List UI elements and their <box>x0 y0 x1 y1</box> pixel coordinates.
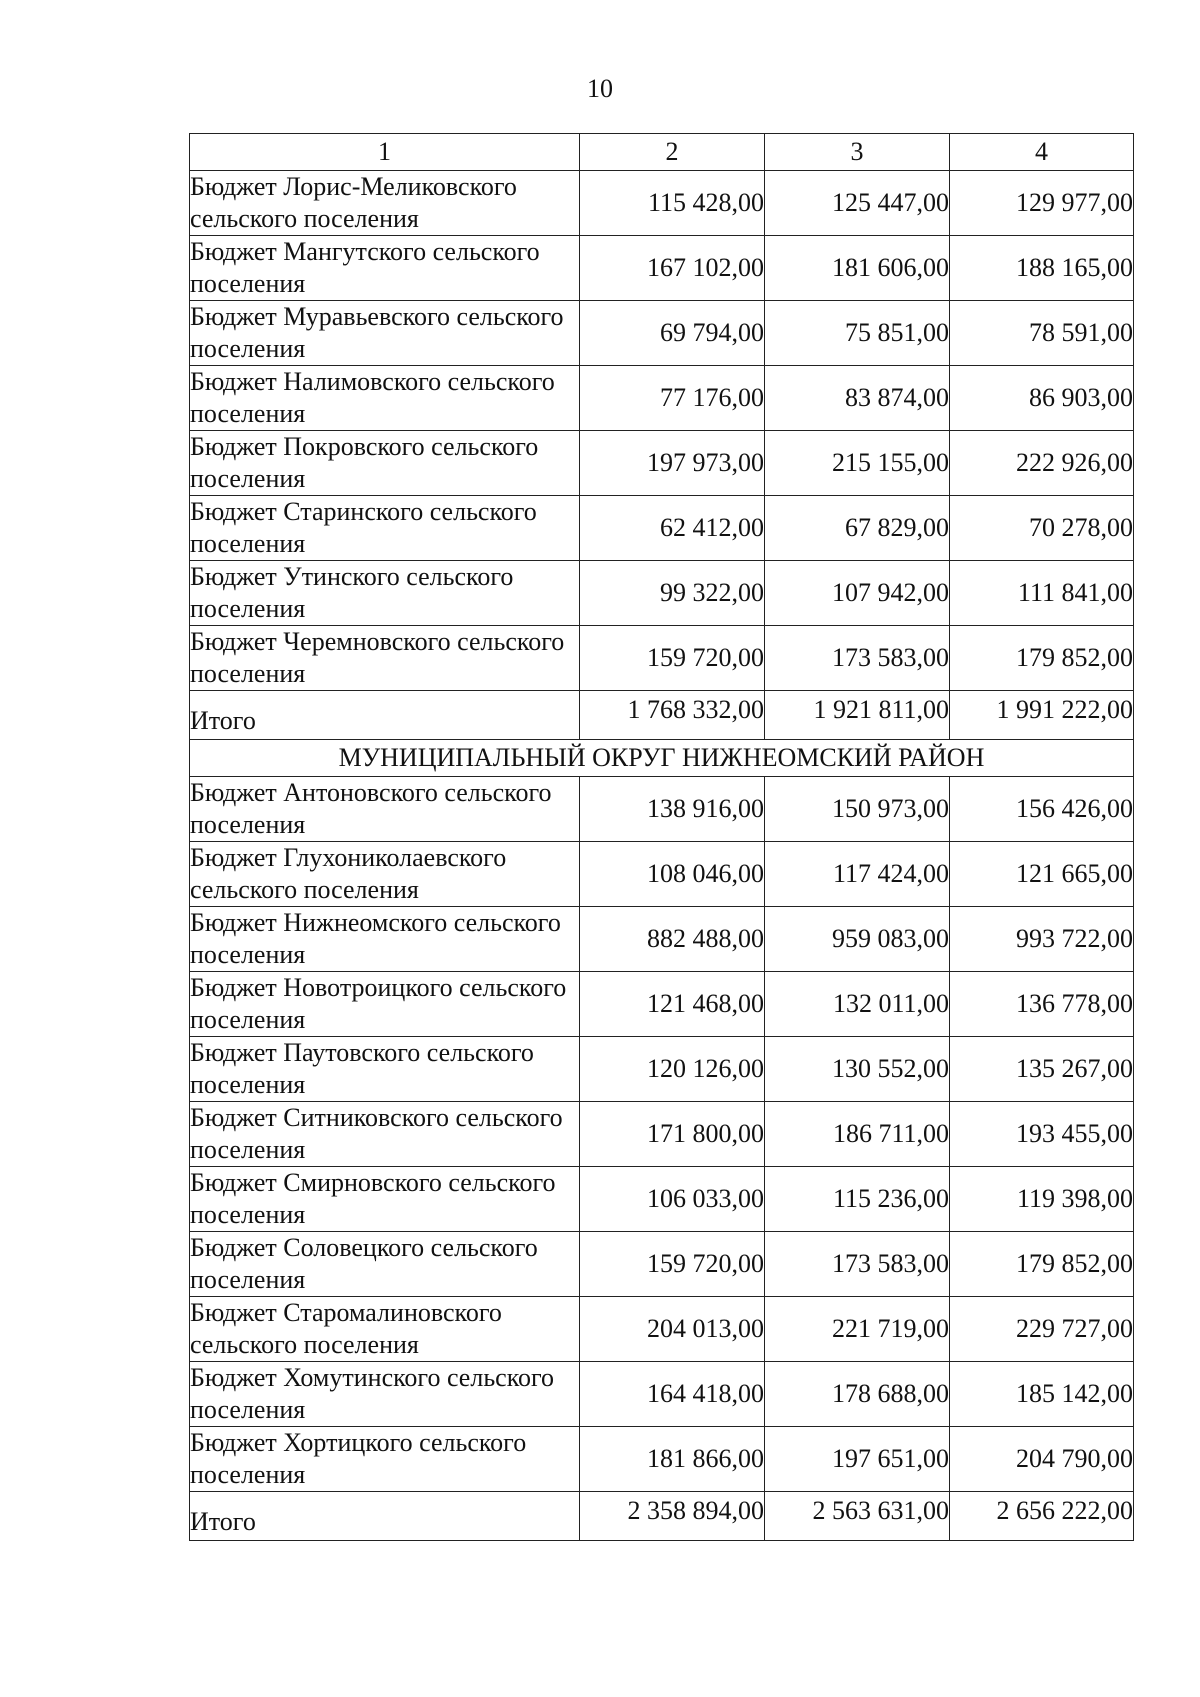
value-cell: 119 398,00 <box>950 1167 1134 1232</box>
value-cell: 204 013,00 <box>580 1297 765 1362</box>
table-row <box>190 972 1134 1037</box>
settlement-name: Бюджет Нижнеомского сельского поселения <box>190 907 580 972</box>
settlement-name: Бюджет Паутовского сельского поселения <box>190 1037 580 1102</box>
total-value: 2 358 894,00 <box>580 1492 765 1541</box>
table-header-row <box>190 134 1134 171</box>
value-cell: 99 322,00 <box>580 561 765 626</box>
value-cell: 164 418,00 <box>580 1362 765 1427</box>
settlement-name: Бюджет Ситниковского сельского поселения <box>190 1102 580 1167</box>
value-cell: 167 102,00 <box>580 236 765 301</box>
value-cell: 132 011,00 <box>765 972 950 1037</box>
settlement-name: Бюджет Старинского сельского поселения <box>190 496 580 561</box>
settlement-name: Бюджет Хортицкого сельского поселения <box>190 1427 580 1492</box>
value-cell: 117 424,00 <box>765 842 950 907</box>
value-cell: 69 794,00 <box>580 301 765 366</box>
value-cell: 121 468,00 <box>580 972 765 1037</box>
value-cell: 135 267,00 <box>950 1037 1134 1102</box>
value-cell: 193 455,00 <box>950 1102 1134 1167</box>
value-cell: 75 851,00 <box>765 301 950 366</box>
value-cell: 125 447,00 <box>765 171 950 236</box>
total-value: 2 563 631,00 <box>765 1492 950 1541</box>
settlement-name: Бюджет Глухониколаевского сельского поселения <box>190 842 580 907</box>
table-row <box>190 171 1134 236</box>
column-header: 2 <box>580 134 765 171</box>
value-cell: 120 126,00 <box>580 1037 765 1102</box>
settlement-name: Бюджет Утинского сельского поселения <box>190 561 580 626</box>
value-cell: 179 852,00 <box>950 1232 1134 1297</box>
value-cell: 215 155,00 <box>765 431 950 496</box>
value-cell: 178 688,00 <box>765 1362 950 1427</box>
value-cell: 173 583,00 <box>765 1232 950 1297</box>
value-cell: 136 778,00 <box>950 972 1134 1037</box>
value-cell: 159 720,00 <box>580 626 765 691</box>
total-row <box>190 1492 1134 1541</box>
column-header: 3 <box>765 134 950 171</box>
value-cell: 882 488,00 <box>580 907 765 972</box>
table-row <box>190 431 1134 496</box>
value-cell: 129 977,00 <box>950 171 1134 236</box>
section-row <box>190 740 1134 777</box>
table-row <box>190 236 1134 301</box>
section-title: МУНИЦИПАЛЬНЫЙ ОКРУГ НИЖНЕОМСКИЙ РАЙОН <box>190 740 1134 777</box>
value-cell: 993 722,00 <box>950 907 1134 972</box>
table-row <box>190 561 1134 626</box>
settlement-name: Бюджет Лорис-Меликовского сельского поселения <box>190 171 580 236</box>
value-cell: 107 942,00 <box>765 561 950 626</box>
table-row <box>190 626 1134 691</box>
table-row <box>190 1297 1134 1362</box>
table-row <box>190 1037 1134 1102</box>
settlement-name: Бюджет Хомутинского сельского поселения <box>190 1362 580 1427</box>
table-row <box>190 907 1134 972</box>
value-cell: 86 903,00 <box>950 366 1134 431</box>
column-header: 4 <box>950 134 1134 171</box>
settlement-name: Бюджет Новотроицкого сельского поселения <box>190 972 580 1037</box>
total-value: 1 768 332,00 <box>580 691 765 740</box>
value-cell: 77 176,00 <box>580 366 765 431</box>
value-cell: 204 790,00 <box>950 1427 1134 1492</box>
value-cell: 67 829,00 <box>765 496 950 561</box>
total-value: 1 921 811,00 <box>765 691 950 740</box>
value-cell: 197 651,00 <box>765 1427 950 1492</box>
total-label: Итого <box>190 1492 580 1541</box>
table-row <box>190 301 1134 366</box>
value-cell: 185 142,00 <box>950 1362 1134 1427</box>
value-cell: 130 552,00 <box>765 1037 950 1102</box>
settlement-name: Бюджет Старомалиновского сельского поселения <box>190 1297 580 1362</box>
value-cell: 111 841,00 <box>950 561 1134 626</box>
table-row <box>190 842 1134 907</box>
value-cell: 229 727,00 <box>950 1297 1134 1362</box>
value-cell: 181 866,00 <box>580 1427 765 1492</box>
value-cell: 171 800,00 <box>580 1102 765 1167</box>
page-number: 10 <box>587 74 613 103</box>
total-row <box>190 691 1134 740</box>
table-row <box>190 366 1134 431</box>
value-cell: 222 926,00 <box>950 431 1134 496</box>
settlement-name: Бюджет Антоновского сельского поселения <box>190 777 580 842</box>
table-row <box>190 1167 1134 1232</box>
value-cell: 70 278,00 <box>950 496 1134 561</box>
settlement-name: Бюджет Смирновского сельского поселения <box>190 1167 580 1232</box>
value-cell: 78 591,00 <box>950 301 1134 366</box>
budget-table <box>189 133 1134 1541</box>
settlement-name: Бюджет Налимовского сельского поселения <box>190 366 580 431</box>
table-row <box>190 1102 1134 1167</box>
total-value: 2 656 222,00 <box>950 1492 1134 1541</box>
value-cell: 138 916,00 <box>580 777 765 842</box>
value-cell: 159 720,00 <box>580 1232 765 1297</box>
settlement-name: Бюджет Черемновского сельского поселения <box>190 626 580 691</box>
value-cell: 156 426,00 <box>950 777 1134 842</box>
value-cell: 181 606,00 <box>765 236 950 301</box>
table-row <box>190 777 1134 842</box>
table-row <box>190 1427 1134 1492</box>
value-cell: 150 973,00 <box>765 777 950 842</box>
value-cell: 179 852,00 <box>950 626 1134 691</box>
column-header: 1 <box>190 134 580 171</box>
value-cell: 197 973,00 <box>580 431 765 496</box>
settlement-name: Бюджет Мангутского сельского поселения <box>190 236 580 301</box>
value-cell: 221 719,00 <box>765 1297 950 1362</box>
value-cell: 83 874,00 <box>765 366 950 431</box>
value-cell: 188 165,00 <box>950 236 1134 301</box>
table-row <box>190 1362 1134 1427</box>
table-row <box>190 496 1134 561</box>
value-cell: 121 665,00 <box>950 842 1134 907</box>
settlement-name: Бюджет Покровского сельского поселения <box>190 431 580 496</box>
total-value: 1 991 222,00 <box>950 691 1134 740</box>
value-cell: 173 583,00 <box>765 626 950 691</box>
value-cell: 959 083,00 <box>765 907 950 972</box>
value-cell: 106 033,00 <box>580 1167 765 1232</box>
value-cell: 186 711,00 <box>765 1102 950 1167</box>
value-cell: 115 236,00 <box>765 1167 950 1232</box>
value-cell: 62 412,00 <box>580 496 765 561</box>
table-row <box>190 1232 1134 1297</box>
total-label: Итого <box>190 691 580 740</box>
value-cell: 115 428,00 <box>580 171 765 236</box>
value-cell: 108 046,00 <box>580 842 765 907</box>
settlement-name: Бюджет Соловецкого сельского поселения <box>190 1232 580 1297</box>
settlement-name: Бюджет Муравьевского сельского поселения <box>190 301 580 366</box>
